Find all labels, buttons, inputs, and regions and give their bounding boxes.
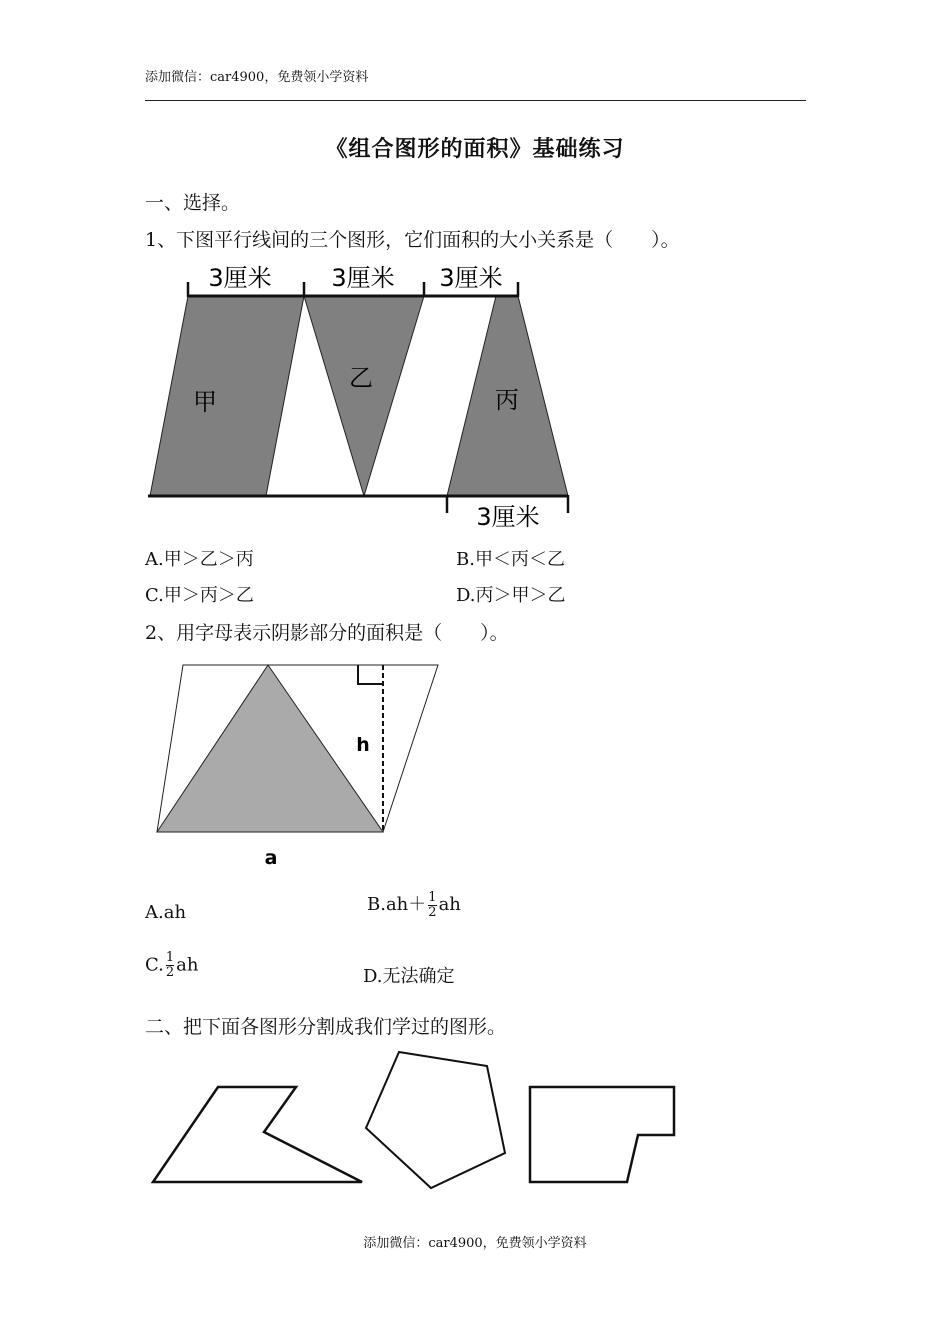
fraction-numerator: 1	[165, 950, 175, 965]
q1-figure	[140, 258, 590, 533]
q1-option-b[interactable]: B.甲＜丙＜乙	[456, 549, 565, 570]
q2-text: 2、用字母表示阴影部分的面积是（ ）。	[145, 622, 509, 644]
page-footer: 添加微信：car4900，免费领小学资料	[363, 1236, 587, 1251]
q2-option-a[interactable]: A.ah	[145, 902, 187, 923]
section1-heading: 一、选择。	[145, 192, 241, 214]
q1-option-c[interactable]: C.甲＞丙＞乙	[145, 585, 254, 606]
top-label-1: 3厘米	[208, 264, 272, 292]
q1-text: 1、下图平行线间的三个图形，它们面积的大小关系是（ ）。	[145, 229, 680, 251]
q2-option-c-prefix: C.	[145, 954, 164, 976]
pentagon-shape	[366, 1052, 505, 1188]
q2-option-d[interactable]: D.无法确定	[363, 966, 455, 987]
q2-option-c[interactable]	[145, 951, 198, 980]
q2-option-c-suffix: ah	[176, 954, 199, 976]
section2-figures	[145, 1045, 685, 1195]
height-label: h	[356, 734, 370, 756]
fraction-denominator: 2	[428, 904, 437, 920]
base-label: a	[264, 847, 278, 869]
top-label-2: 3厘米	[331, 264, 395, 292]
label-yi: 乙	[349, 364, 373, 392]
q1-option-a[interactable]: A.甲＞乙＞丙	[145, 549, 254, 570]
fraction	[428, 891, 436, 920]
fraction-numerator: 1	[428, 889, 437, 905]
shape-jia	[150, 296, 304, 496]
header-rule	[145, 100, 806, 101]
label-bing: 丙	[495, 386, 519, 414]
q2-figure	[150, 655, 450, 870]
shape-yi	[304, 296, 424, 496]
composite-shape	[530, 1087, 674, 1182]
q2-option-b[interactable]	[367, 890, 461, 920]
q2-option-b-suffix: ah	[438, 894, 461, 915]
bottom-label: 3厘米	[476, 503, 540, 531]
q1-option-d[interactable]: D.丙＞甲＞乙	[456, 585, 566, 606]
concave-shape	[153, 1087, 362, 1182]
fraction	[166, 951, 174, 980]
top-label-3: 3厘米	[439, 264, 503, 292]
section2-heading: 二、把下面各图形分割成我们学过的图形。	[145, 1016, 507, 1038]
label-jia: 甲	[193, 388, 217, 416]
q2-option-b-prefix: B.ah＋	[367, 894, 427, 915]
page-header: 添加微信：car4900，免费领小学资料	[145, 70, 369, 85]
page-title: 《组合图形的面积》基础练习	[325, 137, 625, 162]
fraction-denominator: 2	[165, 965, 175, 980]
